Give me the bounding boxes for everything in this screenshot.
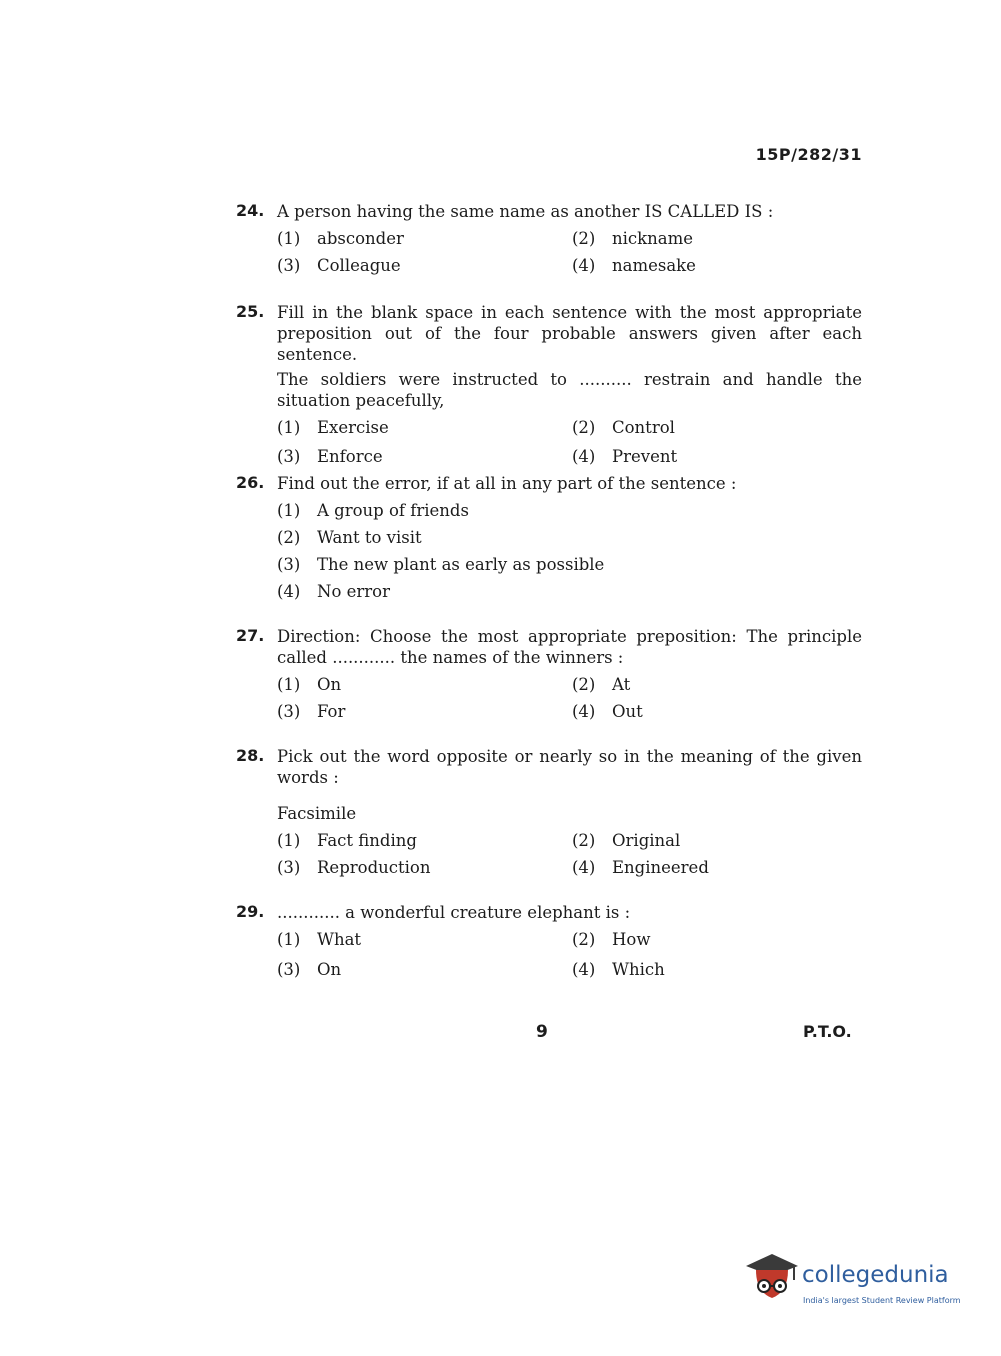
option-text: Want to visit [317, 528, 422, 547]
option-text: Fact finding [317, 831, 417, 850]
option-number: (4) [277, 582, 301, 601]
question-27 [236, 626, 862, 722]
question-number: 28. [236, 746, 265, 765]
question-text: Pick out the word opposite or nearly so in the meaning of the given words : [277, 747, 862, 787]
option-4 [572, 446, 862, 467]
question-text: Fill in the blank space in each sentence with the most appropriate preposition out of the four probable answers given after each sentence. [277, 303, 862, 364]
option-text: On [317, 960, 342, 979]
options-grid [277, 228, 862, 276]
option-1 [277, 500, 862, 521]
option-text: On [317, 675, 342, 694]
option-4 [572, 701, 862, 722]
mascot-logo-icon [742, 1248, 800, 1310]
option-number: (3) [277, 256, 301, 275]
question-24 [236, 201, 862, 276]
option-text: nickname [612, 229, 694, 248]
option-2 [572, 228, 862, 249]
question-number: 25. [236, 302, 265, 321]
option-2 [277, 527, 862, 548]
given-word: Facsimile [277, 804, 357, 823]
options-grid [277, 929, 862, 980]
question-text: Find out the error, if at all in any part of the sentence : [277, 474, 737, 493]
option-number: (4) [572, 256, 596, 275]
question-text: Direction: Choose the most appropriate preposition: The principle called ............ the names of the winners : [277, 627, 862, 667]
option-2 [572, 674, 862, 695]
option-1 [277, 830, 572, 851]
option-3 [277, 446, 572, 467]
options-grid [277, 417, 862, 467]
option-text: For [317, 702, 346, 721]
option-number: (3) [277, 858, 301, 877]
option-text: Control [612, 418, 675, 437]
option-number: (3) [277, 702, 301, 721]
option-number: (1) [277, 418, 301, 437]
option-number: (3) [277, 555, 301, 574]
option-number: (2) [572, 930, 596, 949]
option-3 [277, 701, 572, 722]
question-number: 29. [236, 902, 265, 921]
brand-name: collegedunia [802, 1262, 949, 1288]
option-3 [277, 857, 572, 878]
option-2 [572, 929, 862, 950]
option-1 [277, 417, 572, 438]
option-text: A group of friends [317, 501, 469, 520]
option-3 [277, 255, 572, 276]
option-1 [277, 228, 572, 249]
option-text: Colleague [317, 256, 401, 275]
question-number: 24. [236, 201, 265, 220]
option-2 [572, 830, 862, 851]
option-text: How [612, 930, 651, 949]
option-number: (2) [572, 675, 596, 694]
collegedunia-watermark [742, 1248, 972, 1318]
option-4 [277, 581, 862, 602]
option-text: Exercise [317, 418, 389, 437]
option-4 [572, 857, 862, 878]
option-number: (2) [572, 831, 596, 850]
option-1 [277, 674, 572, 695]
question-28 [236, 746, 862, 878]
option-number: (3) [277, 960, 301, 979]
option-number: (4) [572, 858, 596, 877]
option-number: (1) [277, 229, 301, 248]
paper-code: 15P/282/31 [755, 145, 862, 164]
option-number: (2) [277, 528, 301, 547]
option-number: (2) [572, 229, 596, 248]
option-number: (4) [572, 960, 596, 979]
option-text: Which [612, 960, 665, 979]
question-number: 27. [236, 626, 265, 645]
option-3 [277, 959, 572, 980]
option-number: (1) [277, 930, 301, 949]
question-number: 26. [236, 473, 265, 492]
question-26 [236, 473, 862, 602]
option-4 [572, 959, 862, 980]
option-number: (4) [572, 702, 596, 721]
question-subtext: The soldiers were instructed to .......... restrain and handle the situation peacefully, [277, 370, 862, 410]
question-text: A person having the same name as another IS CALLED IS : [277, 202, 774, 221]
question-text: ............ a wonderful creature elephant is : [277, 903, 631, 922]
option-text: No error [317, 582, 390, 601]
options-grid [277, 830, 862, 878]
option-text: Enforce [317, 447, 383, 466]
option-text: Original [612, 831, 681, 850]
option-text: What [317, 930, 362, 949]
options-grid [277, 674, 862, 722]
option-text: The new plant as early as possible [317, 555, 605, 574]
option-text: Engineered [612, 858, 709, 877]
brand-tagline: India's largest Student Review Platform [803, 1296, 961, 1305]
option-number: (1) [277, 675, 301, 694]
option-number: (2) [572, 418, 596, 437]
option-text: Out [612, 702, 643, 721]
question-25 [236, 302, 862, 467]
option-4 [572, 255, 862, 276]
question-29 [236, 902, 862, 980]
option-text: Reproduction [317, 858, 431, 877]
option-2 [572, 417, 862, 438]
option-text: namesake [612, 256, 696, 275]
option-3 [277, 554, 862, 575]
option-number: (3) [277, 447, 301, 466]
page-number: 9 [536, 1022, 548, 1042]
option-number: (4) [572, 447, 596, 466]
options-list [277, 500, 862, 602]
option-text: Prevent [612, 447, 678, 466]
pto-label: P.T.O. [803, 1022, 852, 1041]
option-1 [277, 929, 572, 950]
option-text: At [612, 675, 631, 694]
option-text: absconder [317, 229, 404, 248]
option-number: (1) [277, 501, 301, 520]
option-number: (1) [277, 831, 301, 850]
